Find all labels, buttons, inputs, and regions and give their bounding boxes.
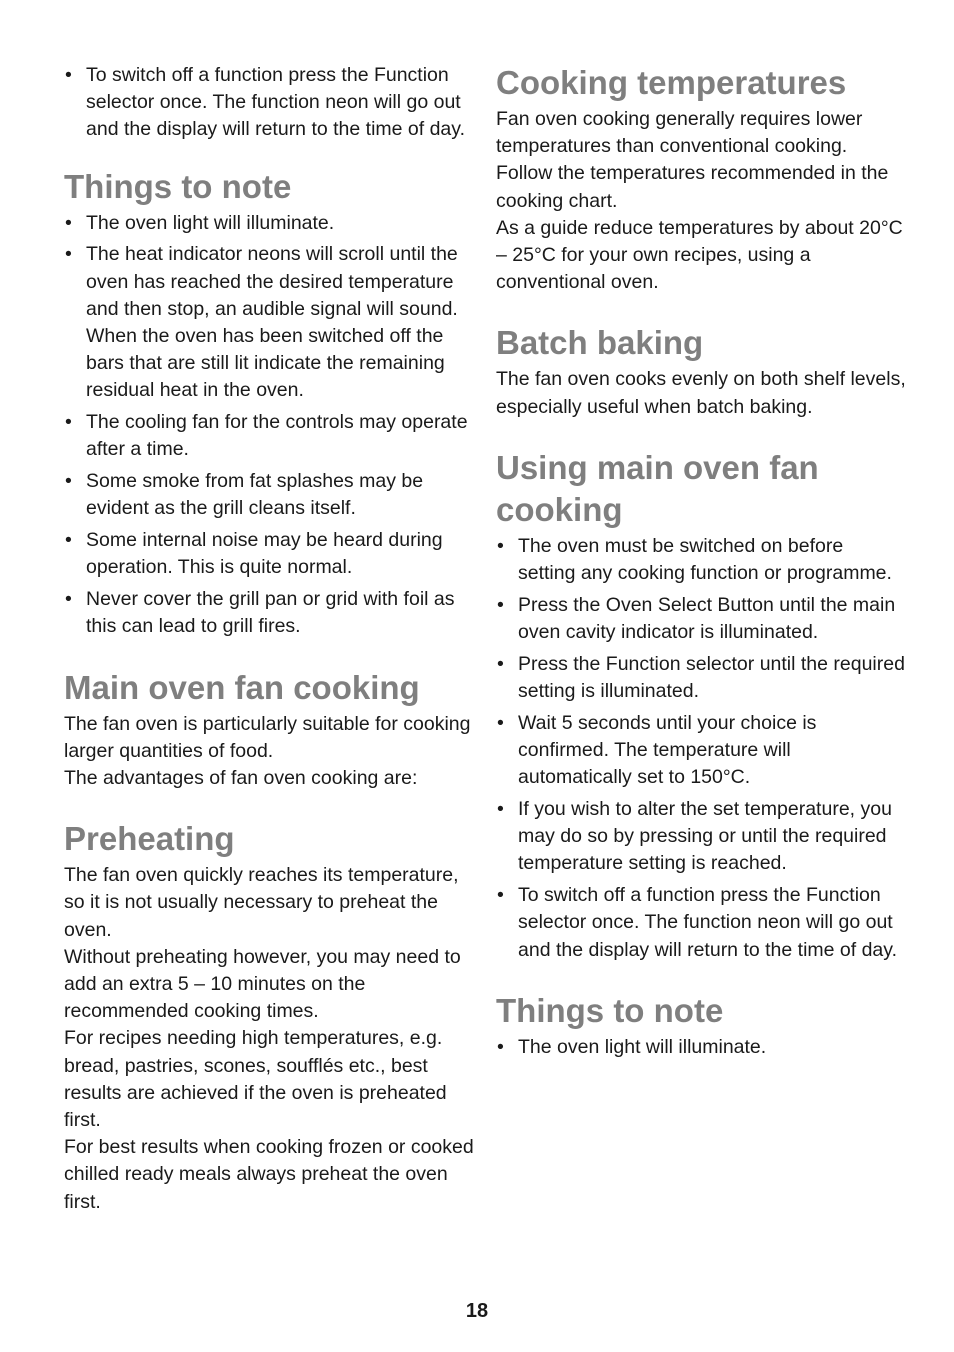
things-to-note-list-2 [496, 1034, 906, 1061]
list-item-text: If you wish to alter the set temperature, you may do so by pressing or until the required temperature setting is reached. [518, 798, 892, 875]
paragraph: For best results when cooking frozen or cooked chilled ready meals always preheat the oven first. [64, 1136, 474, 1213]
bullet-icon: • [497, 1035, 504, 1058]
section-heading: Batch baking [496, 324, 704, 362]
main-oven-fan-section [64, 667, 474, 793]
list-item-text: The heat indicator neons will scroll until the oven has reached the desired temperature and then stop, an audible signal will sound. When the oven has been switched off the bars that are still lit indicate the remaining residual heat in the oven. [86, 243, 458, 402]
list-item [64, 62, 474, 144]
list-item [64, 210, 474, 237]
list-item-text: Some smoke from fat splashes may be evident as the grill cleans itself. [86, 470, 424, 520]
intro-list [64, 62, 474, 144]
list-item [496, 882, 906, 964]
bullet-icon: • [497, 593, 504, 616]
bullet-icon: • [65, 470, 72, 493]
list-item [64, 468, 474, 522]
list-item-text: To switch off a function press the Function selector once. The function neon will go out and the display will return to the time of day. [518, 884, 898, 961]
paragraph: The fan oven cooks evenly on both shelf levels, especially useful when batch baking. [496, 368, 906, 418]
list-item-text: The cooling fan for the controls may operate after a time. [86, 411, 468, 461]
paragraph: As a guide reduce temperatures by about 20°C – 25°C for your own recipes, using a conventional oven. [496, 216, 903, 294]
list-item-text: Never cover the grill pan or grid with foil as this can lead to grill fires. [86, 588, 455, 638]
paragraph: Without preheating however, you may need to add an extra 5 – 10 minutes on the recommended cooking times. [64, 945, 461, 1023]
bullet-icon: • [65, 588, 72, 611]
paragraph: Fan oven cooking generally requires lower temperatures than conventional cooking. Follow the temperatures recommended in the cooking chart. [496, 108, 889, 212]
list-item-text: Wait 5 seconds until your choice is confirmed. The temperature will automatically set to 150°C. [518, 711, 817, 789]
list-item-text: The oven light will illuminate. [518, 1035, 767, 1058]
using-main-oven-fan-section [496, 447, 906, 964]
list-item-text: The oven must be switched on before setting any cooking function or programme. [518, 534, 892, 585]
right-column [496, 62, 906, 1066]
bullet-icon: • [497, 652, 504, 675]
section-heading: Things to note [64, 167, 292, 205]
things-to-note-section-2 [496, 990, 906, 1061]
list-item-text: The oven light will illuminate. [86, 211, 335, 234]
left-column [64, 62, 474, 1216]
page-number: 18 [465, 1300, 489, 1322]
list-item-text: Press the Function selector until the required setting is illuminated. [518, 652, 905, 703]
preheating-section [64, 818, 474, 1216]
list-item [64, 586, 474, 640]
list-item [64, 241, 474, 404]
section-heading: Cooking temperatures [496, 64, 847, 101]
bullet-icon: • [65, 211, 72, 234]
using-fan-list [496, 533, 906, 964]
section-heading: Using main oven fan cooking [496, 448, 819, 528]
bullet-icon: • [497, 711, 504, 734]
bullet-icon: • [497, 884, 504, 907]
list-item-text: Some internal noise may be heard during operation. This is quite normal. [86, 529, 443, 579]
paragraph: For recipes needing high temperatures, e.g. bread, pastries, scones, soufflés etc., best results are achieved if the oven is preheated first. [64, 1027, 447, 1132]
list-item [496, 710, 906, 792]
list-item-text: To switch off a function press the Function selector once. The function neon will go out and the display will return to the time of day. [86, 64, 466, 141]
bullet-icon: • [65, 529, 72, 552]
list-item [496, 796, 906, 878]
section-heading: Things to note [496, 991, 724, 1029]
intro-section [64, 62, 474, 144]
paragraph: The advantages of fan oven cooking are: [64, 767, 418, 790]
batch-baking-section [496, 322, 906, 420]
list-item [496, 592, 906, 646]
bullet-icon: • [65, 64, 72, 86]
list-item [496, 533, 906, 587]
list-item [496, 651, 906, 705]
bullet-icon: • [65, 243, 72, 266]
list-item [64, 527, 474, 581]
list-item [64, 409, 474, 463]
list-item [496, 1034, 906, 1061]
bullet-icon: • [497, 798, 504, 821]
things-to-note-list [64, 210, 474, 641]
section-heading: Preheating [64, 820, 235, 858]
section-heading: Main oven fan cooking [64, 668, 420, 706]
cooking-temperatures-section [496, 62, 906, 296]
bullet-icon: • [497, 534, 504, 557]
things-to-note-section [64, 166, 474, 641]
bullet-icon: • [65, 411, 72, 434]
list-item-text: Press the Oven Select Button until the main oven cavity indicator is illuminated. [518, 593, 896, 644]
paragraph: The fan oven quickly reaches its temperature, so it is not usually necessary to preheat the oven. [64, 864, 459, 941]
paragraph: The fan oven is particularly suitable for cooking larger quantities of food. [64, 712, 471, 762]
